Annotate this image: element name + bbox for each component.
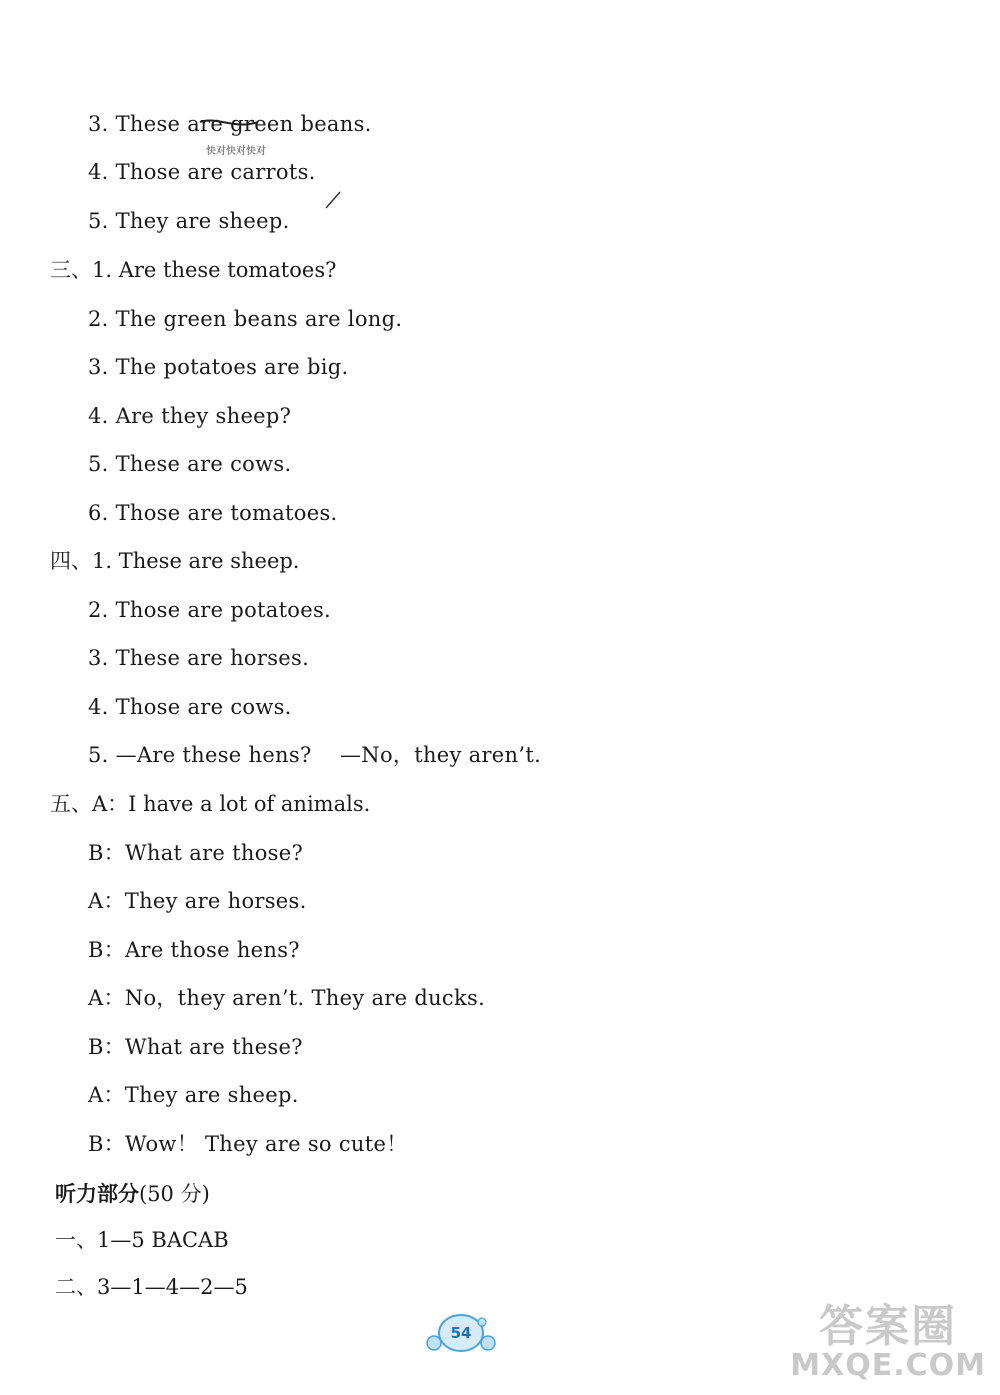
page-number-badge [424, 1310, 498, 1356]
listening-heading [55, 1180, 210, 1208]
listening-answer-2: 二、3—1—4—2—5 [55, 1275, 248, 1299]
pen-mark [322, 190, 344, 210]
dialogue-line: B：Wow！ They are so cute！ [88, 1132, 408, 1156]
answer-line: 3. These are horses. [88, 646, 310, 670]
answer-line: 5. —Are these hens? [88, 743, 312, 767]
dialogue-line: B：Are those hens? [88, 938, 300, 962]
section-5-line: 五、A：I have a lot of animals. [50, 792, 371, 816]
answer-line: 3. These are green beans. [88, 112, 372, 136]
answer-line-reply: —No，they aren’t. [340, 743, 542, 767]
dialogue-line: A：No，they aren’t. They are ducks. [88, 986, 486, 1010]
section-4-line: 四、1. These are sheep. [50, 549, 300, 573]
answer-line: 6. Those are tomatoes. [88, 501, 338, 525]
dialogue-line: B：What are those? [88, 841, 304, 865]
answer-line: 5. They are sheep. [88, 209, 290, 233]
watermark-logo: 答案圈 [819, 1301, 958, 1352]
dialogue-line: A：They are sheep. [88, 1083, 299, 1107]
answer-line: 3. The potatoes are big. [88, 355, 349, 379]
handwritten-note: 快对快对快对 [206, 146, 266, 157]
page-number: 54 [450, 1324, 472, 1342]
dialogue-line: B：What are these? [88, 1035, 303, 1059]
listening-score: (50 分) [139, 1182, 210, 1206]
listening-answer-1: 一、1—5 BACAB [55, 1228, 229, 1252]
dialogue-line: A：They are horses. [88, 889, 307, 913]
answer-line: 4. Those are carrots. [88, 160, 316, 184]
answer-line: 2. The green beans are long. [88, 307, 403, 331]
pen-scribble [196, 112, 286, 142]
answer-line: 4. Are they sheep? [88, 404, 292, 428]
answer-line: 5. These are cows. [88, 452, 292, 476]
answer-line: 2. Those are potatoes. [88, 598, 332, 622]
answer-line: 4. Those are cows. [88, 695, 292, 719]
section-3-line: 三、1. Are these tomatoes? [50, 258, 337, 282]
watermark [790, 1301, 986, 1383]
listening-title: 听力部分 [55, 1182, 139, 1206]
watermark-url: MXQE.COM [790, 1348, 986, 1383]
